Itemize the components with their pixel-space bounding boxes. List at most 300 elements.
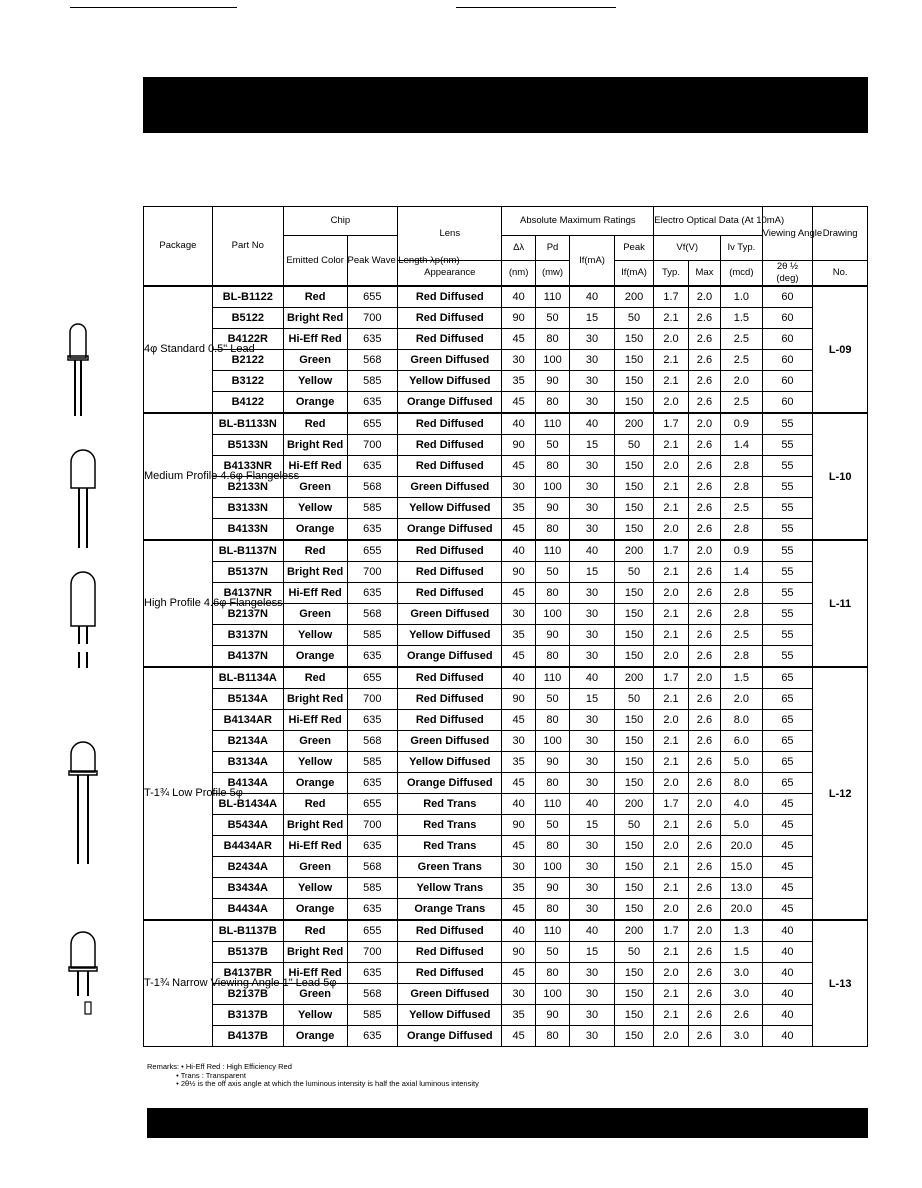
table-cell: 150 xyxy=(614,583,654,604)
table-cell: 50 xyxy=(614,942,654,963)
deg-label: (deg) xyxy=(776,273,799,284)
table-cell: 30 xyxy=(570,604,615,625)
table-cell: 150 xyxy=(614,519,654,541)
table-cell: 2.0 xyxy=(654,1026,688,1047)
table-cell: 2.8 xyxy=(721,583,763,604)
table-cell: 2.6 xyxy=(688,689,720,710)
table-cell: 35 xyxy=(502,371,535,392)
table-cell: 90 xyxy=(502,942,535,963)
table-cell: 150 xyxy=(614,350,654,371)
table-cell: BL-B1134A xyxy=(212,667,283,689)
drawing-no-cell: L-09 xyxy=(813,286,868,413)
table-cell: 2.1 xyxy=(654,371,688,392)
table-cell: Yellow xyxy=(283,1005,347,1026)
table-cell: 30 xyxy=(570,773,615,794)
table-cell: 2.1 xyxy=(654,435,688,456)
table-cell: 40 xyxy=(502,920,535,942)
table-cell: B4133N xyxy=(212,519,283,541)
table-cell: 30 xyxy=(502,731,535,752)
table-cell: 80 xyxy=(535,1026,569,1047)
table-cell: 15.0 xyxy=(721,857,763,878)
table-cell: 2.0 xyxy=(688,286,720,308)
table-cell: 2.6 xyxy=(688,646,720,668)
table-cell: Hi-Eff Red xyxy=(283,963,347,984)
table-cell: 200 xyxy=(614,667,654,689)
table-cell: 150 xyxy=(614,984,654,1005)
table-cell: 655 xyxy=(347,413,398,435)
table-cell: 2.6 xyxy=(688,371,720,392)
table-cell: 2.1 xyxy=(654,942,688,963)
table-cell: B5137B xyxy=(212,942,283,963)
table-cell: 40 xyxy=(502,540,535,562)
table-cell: 30 xyxy=(570,731,615,752)
table-cell: 2.0 xyxy=(688,920,720,942)
table-cell: 2.1 xyxy=(654,1005,688,1026)
table-cell: Bright Red xyxy=(283,942,347,963)
table-row xyxy=(144,519,868,541)
th-drawing: Drawing xyxy=(813,207,868,261)
table-cell: 2.0 xyxy=(721,689,763,710)
table-cell: B4122 xyxy=(212,392,283,414)
table-cell: Yellow Diffused xyxy=(398,1005,502,1026)
table-cell: 5.0 xyxy=(721,815,763,836)
table-cell: 30 xyxy=(570,857,615,878)
table-cell: Orange xyxy=(283,899,347,921)
table-cell: 50 xyxy=(535,435,569,456)
table-cell: 3.0 xyxy=(721,984,763,1005)
table-cell: Red Diffused xyxy=(398,562,502,583)
table-cell: 2.0 xyxy=(688,540,720,562)
table-cell: 585 xyxy=(347,371,398,392)
table-cell: 90 xyxy=(502,689,535,710)
table-cell: 2.6 xyxy=(688,731,720,752)
table-cell: Bright Red xyxy=(283,562,347,583)
table-cell: 65 xyxy=(762,689,813,710)
table-cell: 635 xyxy=(347,963,398,984)
table-row xyxy=(144,773,868,794)
table-cell: 585 xyxy=(347,1005,398,1026)
package-cell: 4φ Standard 0.5" Lead xyxy=(144,286,213,413)
table-cell: 30 xyxy=(570,392,615,414)
table-cell: Yellow xyxy=(283,752,347,773)
table-cell: Bright Red xyxy=(283,435,347,456)
table-cell: 655 xyxy=(347,540,398,562)
table-cell: 13.0 xyxy=(721,878,763,899)
table-cell: 55 xyxy=(762,498,813,519)
table-row xyxy=(144,794,868,815)
table-cell: 30 xyxy=(570,329,615,350)
table-cell: 2.6 xyxy=(688,1005,720,1026)
table-cell: B4133NR xyxy=(212,456,283,477)
table-cell: 45 xyxy=(502,583,535,604)
table-cell: 100 xyxy=(535,350,569,371)
table-cell: 2.6 xyxy=(688,308,720,329)
table-cell: 2.1 xyxy=(654,815,688,836)
th-abs-max: Absolute Maximum Ratings xyxy=(502,207,654,236)
table-cell: B3134A xyxy=(212,752,283,773)
th-chip: Chip xyxy=(283,207,397,236)
th-part-no: Part No xyxy=(212,207,283,287)
table-cell: B5133N xyxy=(212,435,283,456)
table-cell: 15 xyxy=(570,815,615,836)
table-cell: B2134A xyxy=(212,731,283,752)
table-cell: Red Diffused xyxy=(398,329,502,350)
table-cell: Red Diffused xyxy=(398,942,502,963)
th-delta-lambda: Δλ xyxy=(502,236,535,261)
table-cell: 2.0 xyxy=(654,583,688,604)
table-cell: Green Diffused xyxy=(398,477,502,498)
table-cell: 60 xyxy=(762,308,813,329)
table-cell: 6.0 xyxy=(721,731,763,752)
table-cell: 2.6 xyxy=(688,498,720,519)
table-cell: 30 xyxy=(570,350,615,371)
table-cell: 30 xyxy=(570,371,615,392)
table-cell: 150 xyxy=(614,329,654,350)
table-row xyxy=(144,413,868,435)
table-cell: 700 xyxy=(347,815,398,836)
table-cell: B2137N xyxy=(212,604,283,625)
th-package: Package xyxy=(144,207,213,287)
table-row xyxy=(144,857,868,878)
table-cell: 30 xyxy=(570,625,615,646)
table-cell: 30 xyxy=(570,583,615,604)
table-cell: Yellow xyxy=(283,625,347,646)
table-cell: Hi-Eff Red xyxy=(283,583,347,604)
table-cell: 2.5 xyxy=(721,498,763,519)
table-cell: 55 xyxy=(762,583,813,604)
table-cell: Yellow Diffused xyxy=(398,752,502,773)
led-4mm-standard-icon xyxy=(66,318,90,418)
table-cell: Orange Diffused xyxy=(398,773,502,794)
table-cell: 2.5 xyxy=(721,625,763,646)
table-cell: 80 xyxy=(535,519,569,541)
table-cell: Red Diffused xyxy=(398,413,502,435)
th-pd: Pd xyxy=(535,236,569,261)
table-cell: 30 xyxy=(570,519,615,541)
table-row xyxy=(144,562,868,583)
table-cell: 2.6 xyxy=(688,562,720,583)
table-cell: 110 xyxy=(535,286,569,308)
table-cell: 3.0 xyxy=(721,1026,763,1047)
table-cell: 50 xyxy=(614,815,654,836)
table-cell: 2.6 xyxy=(688,392,720,414)
table-cell: Green Diffused xyxy=(398,984,502,1005)
th-drawing-no: No. xyxy=(813,261,868,287)
table-cell: Red Trans xyxy=(398,815,502,836)
table-cell: 2.8 xyxy=(721,646,763,668)
table-cell: 655 xyxy=(347,667,398,689)
table-cell: Green xyxy=(283,350,347,371)
th-pd-unit: (mw) xyxy=(535,261,569,287)
table-row xyxy=(144,878,868,899)
table-cell: Orange Diffused xyxy=(398,646,502,668)
table-cell: 2.1 xyxy=(654,477,688,498)
table-cell: Orange xyxy=(283,392,347,414)
table-cell: B5122 xyxy=(212,308,283,329)
table-cell: 45 xyxy=(762,878,813,899)
table-cell: 40 xyxy=(570,286,615,308)
table-cell: 90 xyxy=(535,498,569,519)
table-cell: 700 xyxy=(347,308,398,329)
table-cell: 8.0 xyxy=(721,710,763,731)
table-cell: 150 xyxy=(614,498,654,519)
table-cell: 55 xyxy=(762,604,813,625)
table-row xyxy=(144,1026,868,1047)
table-cell: 100 xyxy=(535,604,569,625)
table-cell: 1.7 xyxy=(654,794,688,815)
table-cell: Green xyxy=(283,857,347,878)
table-cell: 700 xyxy=(347,435,398,456)
table-cell: 2.1 xyxy=(654,731,688,752)
table-cell: 90 xyxy=(535,1005,569,1026)
table-cell: B2122 xyxy=(212,350,283,371)
table-cell: 1.4 xyxy=(721,435,763,456)
th-electro-optical: Electro Optical Data (At 10mA) xyxy=(654,207,762,236)
table-cell: B3133N xyxy=(212,498,283,519)
table-row xyxy=(144,1005,868,1026)
table-cell: 50 xyxy=(535,562,569,583)
table-cell: 15 xyxy=(570,562,615,583)
table-cell: 55 xyxy=(762,519,813,541)
table-cell: 2.6 xyxy=(688,456,720,477)
table-cell: 2.0 xyxy=(654,963,688,984)
table-cell: Green Diffused xyxy=(398,350,502,371)
table-cell: 2.0 xyxy=(654,710,688,731)
table-cell: Yellow xyxy=(283,498,347,519)
table-cell: 2.1 xyxy=(654,562,688,583)
led-low-profile-5mm-icon xyxy=(66,738,100,866)
table-cell: 80 xyxy=(535,583,569,604)
table-cell: 2.6 xyxy=(688,604,720,625)
table-cell: 635 xyxy=(347,456,398,477)
table-cell: 45 xyxy=(502,519,535,541)
table-cell: 30 xyxy=(570,984,615,1005)
table-cell: 35 xyxy=(502,752,535,773)
table-cell: Red xyxy=(283,794,347,815)
table-cell: 568 xyxy=(347,731,398,752)
table-cell: 1.7 xyxy=(654,667,688,689)
table-row xyxy=(144,836,868,857)
table-cell: B5134A xyxy=(212,689,283,710)
table-cell: 150 xyxy=(614,625,654,646)
table-cell: B2434A xyxy=(212,857,283,878)
table-cell: 50 xyxy=(535,815,569,836)
table-cell: 80 xyxy=(535,773,569,794)
table-cell: Red Diffused xyxy=(398,710,502,731)
table-cell: Red xyxy=(283,920,347,942)
table-cell: 585 xyxy=(347,752,398,773)
table-cell: Hi-Eff Red xyxy=(283,710,347,731)
table-cell: Bright Red xyxy=(283,308,347,329)
th-dl-unit: (nm) xyxy=(502,261,535,287)
table-cell: 45 xyxy=(502,646,535,668)
table-cell: 100 xyxy=(535,477,569,498)
table-cell: 2.0 xyxy=(654,392,688,414)
table-cell: 40 xyxy=(762,984,813,1005)
table-cell: 45 xyxy=(762,899,813,921)
table-cell: 1.3 xyxy=(721,920,763,942)
table-cell: Yellow xyxy=(283,371,347,392)
table-cell: 635 xyxy=(347,1026,398,1047)
table-row xyxy=(144,308,868,329)
table-cell: 1.7 xyxy=(654,540,688,562)
table-cell: 30 xyxy=(570,963,615,984)
table-row xyxy=(144,392,868,414)
table-cell: 55 xyxy=(762,625,813,646)
table-cell: B2133N xyxy=(212,477,283,498)
table-cell: Red Trans xyxy=(398,794,502,815)
table-cell: Bright Red xyxy=(283,815,347,836)
th-iv-typ: Iv Typ. xyxy=(721,236,763,261)
table-cell: 8.0 xyxy=(721,773,763,794)
table-cell: 80 xyxy=(535,329,569,350)
table-cell: 150 xyxy=(614,836,654,857)
table-row xyxy=(144,731,868,752)
table-cell: 150 xyxy=(614,899,654,921)
table-cell: Red Diffused xyxy=(398,667,502,689)
table-cell: Red Diffused xyxy=(398,540,502,562)
table-cell: 40 xyxy=(502,667,535,689)
table-cell: 2.1 xyxy=(654,689,688,710)
table-cell: 100 xyxy=(535,731,569,752)
table-cell: 2.5 xyxy=(721,392,763,414)
table-cell: 40 xyxy=(762,920,813,942)
table-cell: 635 xyxy=(347,646,398,668)
table-cell: Orange xyxy=(283,519,347,541)
table-cell: B4137N xyxy=(212,646,283,668)
package-group xyxy=(144,540,868,667)
table-cell: 2.8 xyxy=(721,456,763,477)
table-cell: 655 xyxy=(347,794,398,815)
table-cell: Yellow Diffused xyxy=(398,625,502,646)
table-cell: 35 xyxy=(502,1005,535,1026)
table-cell: 585 xyxy=(347,498,398,519)
table-cell: 0.9 xyxy=(721,540,763,562)
table-cell: 150 xyxy=(614,731,654,752)
table-cell: 80 xyxy=(535,646,569,668)
table-cell: 150 xyxy=(614,371,654,392)
table-cell: 30 xyxy=(570,878,615,899)
table-cell: 55 xyxy=(762,562,813,583)
table-cell: 2.0 xyxy=(654,519,688,541)
th-peak-wave: Peak Wave Length λp(nm) xyxy=(347,236,398,287)
table-cell: B5137N xyxy=(212,562,283,583)
table-cell: 65 xyxy=(762,667,813,689)
table-cell: B4122R xyxy=(212,329,283,350)
table-cell: 655 xyxy=(347,920,398,942)
table-cell: 90 xyxy=(535,878,569,899)
table-cell: BL-B1122 xyxy=(212,286,283,308)
table-cell: 635 xyxy=(347,583,398,604)
th-vf: Vf(V) xyxy=(654,236,721,261)
package-cell: Medium Profile 4.6φ Flangeless xyxy=(144,413,213,540)
table-cell: 40 xyxy=(762,1026,813,1047)
table-cell: 2.0 xyxy=(654,836,688,857)
table-cell: BL-B1434A xyxy=(212,794,283,815)
table-cell: 15 xyxy=(570,942,615,963)
table-row xyxy=(144,752,868,773)
table-cell: 5.0 xyxy=(721,752,763,773)
table-cell: 100 xyxy=(535,984,569,1005)
drawing-no-cell: L-12 xyxy=(813,667,868,920)
table-cell: 30 xyxy=(570,498,615,519)
table-cell: 2.5 xyxy=(721,329,763,350)
table-cell: 150 xyxy=(614,456,654,477)
table-cell: 2.6 xyxy=(688,625,720,646)
table-cell: 30 xyxy=(570,1026,615,1047)
table-cell: 30 xyxy=(502,350,535,371)
table-cell: 30 xyxy=(502,604,535,625)
table-cell: Red Diffused xyxy=(398,920,502,942)
table-cell: Hi-Eff Red xyxy=(283,836,347,857)
table-cell: 60 xyxy=(762,329,813,350)
table-cell: Orange xyxy=(283,646,347,668)
package-cell: High Profile 4.6φ Flangeless xyxy=(144,540,213,667)
table-cell: Red Diffused xyxy=(398,308,502,329)
top-rule-left xyxy=(70,7,237,8)
table-cell: B2137B xyxy=(212,984,283,1005)
table-cell: 30 xyxy=(502,477,535,498)
table-cell: 2.0 xyxy=(654,773,688,794)
table-cell: 30 xyxy=(570,646,615,668)
table-cell: 40 xyxy=(570,920,615,942)
package-cell: T-1¾ Narrow Viewing Angle 1" Lead 5φ xyxy=(144,920,213,1047)
table-cell: 40 xyxy=(570,794,615,815)
table-cell: 150 xyxy=(614,710,654,731)
table-cell: 2.6 xyxy=(688,963,720,984)
table-cell: 45 xyxy=(502,1026,535,1047)
table-cell: 3.0 xyxy=(721,963,763,984)
table-cell: 45 xyxy=(502,773,535,794)
table-cell: 55 xyxy=(762,456,813,477)
table-cell: 2.1 xyxy=(654,857,688,878)
table-cell: 568 xyxy=(347,350,398,371)
table-cell: 30 xyxy=(570,456,615,477)
table-cell: 60 xyxy=(762,286,813,308)
table-cell: 2.6 xyxy=(688,899,720,921)
table-row xyxy=(144,435,868,456)
table-cell: 45 xyxy=(502,899,535,921)
th-emitted-color: Emitted Color xyxy=(283,236,347,287)
table-cell: 40 xyxy=(762,942,813,963)
table-cell: 635 xyxy=(347,773,398,794)
table-cell: 2.0 xyxy=(688,794,720,815)
table-cell: 2.0 xyxy=(654,899,688,921)
led-medium-profile-icon xyxy=(66,448,100,550)
table-cell: 2.6 xyxy=(688,329,720,350)
table-cell: 2.6 xyxy=(688,773,720,794)
drawing-no-cell: L-10 xyxy=(813,413,868,540)
package-group xyxy=(144,413,868,540)
table-cell: Orange xyxy=(283,773,347,794)
table-row xyxy=(144,942,868,963)
table-cell: 35 xyxy=(502,878,535,899)
table-cell: B5434A xyxy=(212,815,283,836)
table-cell: Green xyxy=(283,604,347,625)
table-cell: 2.1 xyxy=(654,498,688,519)
table-cell: B3137N xyxy=(212,625,283,646)
table-cell: 2.6 xyxy=(688,752,720,773)
table-cell: 1.4 xyxy=(721,562,763,583)
table-cell: 2.8 xyxy=(721,604,763,625)
table-row xyxy=(144,498,868,519)
table-cell: 30 xyxy=(570,836,615,857)
table-cell: 568 xyxy=(347,984,398,1005)
table-row xyxy=(144,899,868,921)
package-group xyxy=(144,667,868,920)
table-row xyxy=(144,625,868,646)
table-cell: 2.6 xyxy=(688,857,720,878)
